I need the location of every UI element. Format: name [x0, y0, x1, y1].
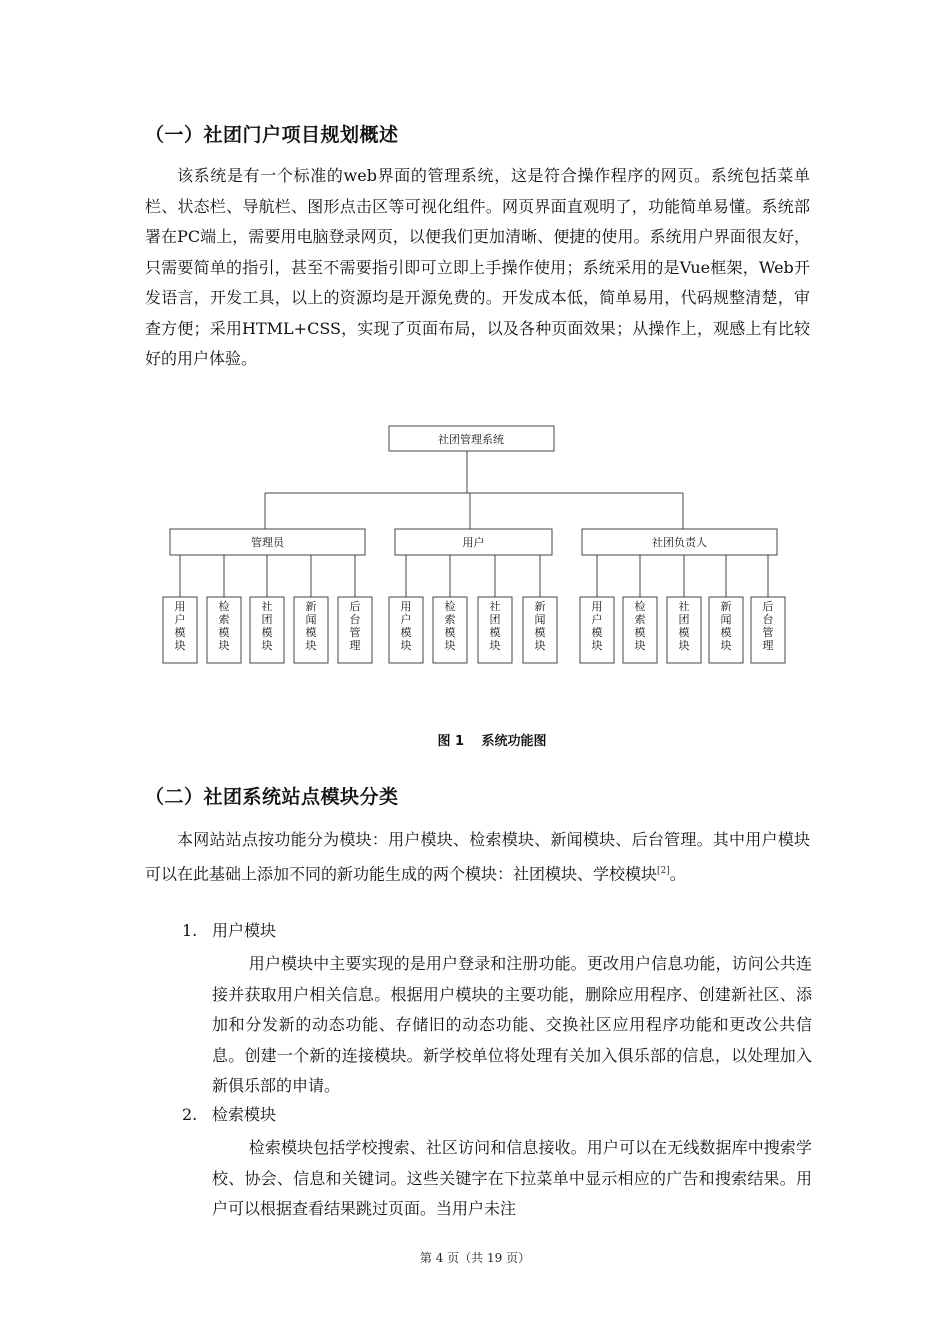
diagram-leaf-label: 检索模块: [218, 600, 230, 652]
list-title: 检索模块: [212, 1105, 277, 1124]
diagram-leaf-label: 社团模块: [489, 600, 501, 652]
diagram-leaf-label: 后台管理: [762, 600, 774, 652]
diagram-group-label: 社团负责人: [652, 536, 707, 549]
diagram-leaf-label: 用户模块: [174, 600, 186, 652]
diagram-group-label: 用户: [462, 536, 485, 549]
diagram-leaf-label: 检索模块: [444, 600, 456, 652]
section-2-paragraph: [145, 825, 810, 889]
section-2-paragraph-end: 。: [669, 863, 686, 883]
diagram-leaf-label: 社团模块: [261, 600, 273, 652]
diagram-leaf-label: 社团模块: [678, 600, 690, 652]
diagram-leaf-label: 新闻模块: [720, 600, 732, 652]
section-1-paragraph: 该系统是有一个标准的web界面的管理系统，这是符合操作程序的网页。系统包括菜单栏、状态栏、导航栏、图形点击区等可视化组件。网页界面直观明了，功能简单易懂。系统部署在PC端上，需要用电脑登录网页，以便我们更加清晰、便捷的使用。系统用户界面很友好，只需要简单的指引，甚至不需要指引即可立即上手操作使用；系统采用的是Vue框架，Web开发语言，开发工具，以上的资源均是开源免费的。开发成本低，简单易用，代码规整清楚，审查方便；采用HTML+CSS，实现了页面布局，以及各种页面效果；从操作上，观感上有比较好的用户体验。: [145, 166, 810, 368]
diagram-leaf-label: 新闻模块: [534, 600, 546, 652]
diagram-root-label: 社团管理系统: [438, 433, 504, 446]
figure-caption: 图 1 系统功能图: [437, 734, 547, 749]
diagram-leaf-label: 检索模块: [634, 600, 646, 652]
list-item-search-module: [182, 1102, 276, 1125]
list-number: 1.: [182, 921, 198, 940]
diagram-leaf-label: 后台管理: [349, 600, 361, 652]
diagram-leaf-label: 新闻模块: [305, 600, 317, 652]
section-heading-2: （二）社团系统站点模块分类: [145, 786, 399, 808]
page-footer: 第 4 页（共 19 页）: [419, 1251, 531, 1265]
list-item-user-module: [182, 918, 276, 941]
diagram-group-label: 管理员: [251, 536, 284, 549]
diagram-leaf-label: 用户模块: [591, 600, 603, 652]
search-module-description: 检索模块包括学校搜索、社区访问和信息接收。用户可以在无线数据库中搜索学校、协会、信息和关键词。这些关键字在下拉菜单中显示相应的广告和搜索结果。用户可以根据查看结果跳过页面。当用户未注: [212, 1138, 812, 1218]
diagram-leaf-label: 用户模块: [400, 600, 412, 652]
section-2-paragraph-text: 本网站站点按功能分为模块：用户模块、检索模块、新闻模块、后台管理。其中用户模块可以在此基础上添加不同的新功能生成的两个模块：社团模块、学校模块: [145, 830, 810, 883]
section-heading-1: （一）社团门户项目规划概述: [145, 124, 399, 146]
user-module-description: 用户模块中主要实现的是用户登录和注册功能。更改用户信息功能，访问公共连接并获取用户相关信息。根据用户模块的主要功能，删除应用程序、创建新社区、添加和分发新的动态功能、存储旧的动态功能、交换社区应用程序功能和更改公共信息。创建一个新的连接模块。新学校单位将处理有关加入俱乐部的信息，以处理加入新俱乐部的申请。: [212, 954, 812, 1095]
list-number: 2.: [182, 1105, 198, 1124]
list-title: 用户模块: [212, 921, 277, 940]
citation-ref[interactable]: [2]: [657, 865, 670, 876]
